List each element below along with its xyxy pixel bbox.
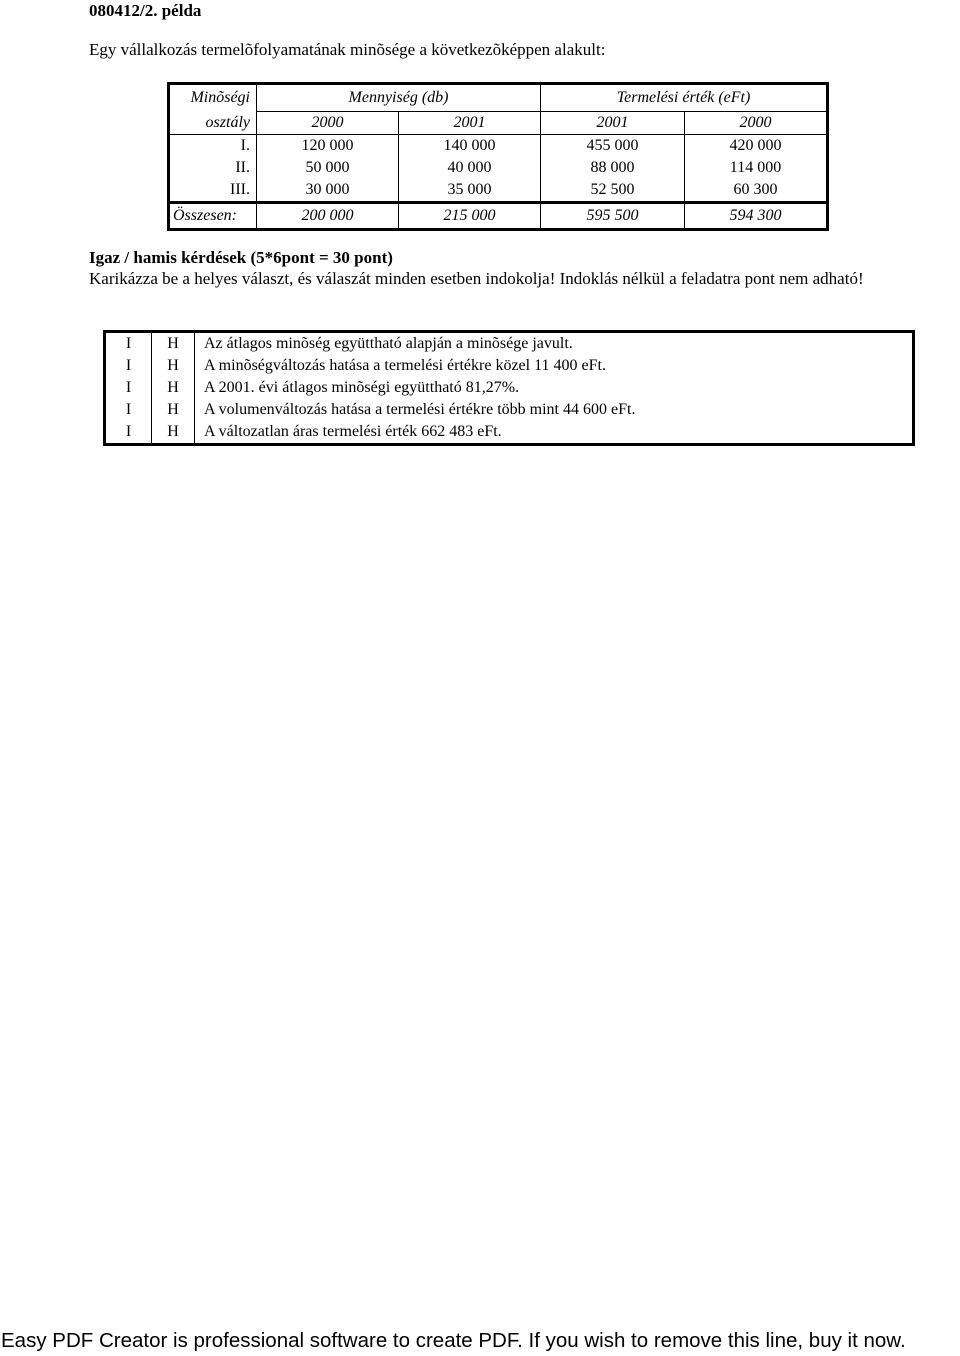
year-cell: 2001 xyxy=(398,111,540,134)
table-years-row xyxy=(170,111,826,134)
table-cell: 114 000 xyxy=(684,157,826,179)
question-row xyxy=(106,377,912,399)
total-cell: 215 000 xyxy=(398,201,540,228)
false-option[interactable]: H xyxy=(152,377,195,399)
row-label: III. xyxy=(230,181,250,198)
question-row xyxy=(106,333,912,355)
question-statement: A változatlan áras termelési érték 662 483 eFt. xyxy=(204,423,502,440)
table-total-row xyxy=(170,201,826,228)
question-statement: A volumenváltozás hatása a termelési értékre több mint 44 600 eFt. xyxy=(204,401,636,418)
instructions-text: Karikázza be a helyes választ, és válaszát minden esetben indokolja! Indoklás nélkül a feladatra pont nem adható! xyxy=(89,269,864,288)
false-option[interactable]: H xyxy=(152,399,195,421)
false-option[interactable]: H xyxy=(152,333,195,355)
row-label: II. xyxy=(235,159,250,176)
question-statement: A minõségváltozás hatása a termelési értékre közel 11 400 eFt. xyxy=(204,357,606,374)
question-row xyxy=(106,421,912,443)
table-cell: 60 300 xyxy=(684,179,826,201)
table-cell: 40 000 xyxy=(398,157,540,179)
false-option[interactable]: H xyxy=(152,421,195,443)
intro-text: Egy vállalkozás termelõfolyamatának minõsége a következõképpen alakult: xyxy=(89,40,606,59)
table-cell: 30 000 xyxy=(256,179,398,201)
question-statement: A 2001. évi átlagos minõségi együttható 81,27%. xyxy=(204,379,520,396)
table-row xyxy=(170,134,826,157)
pdf-creator-footer: Easy PDF Creator is professional software to create PDF. If you wish to remove this line, buy it now. xyxy=(1,1329,906,1352)
total-cell: 595 500 xyxy=(540,201,684,228)
true-option[interactable]: I xyxy=(106,355,152,377)
table-header-row xyxy=(170,85,826,111)
table-cell: 35 000 xyxy=(398,179,540,201)
year-cell: 2000 xyxy=(684,111,826,134)
table-cell: 88 000 xyxy=(540,157,684,179)
questions-heading: Igaz / hamis kérdések (5*6pont = 30 pont) xyxy=(89,248,393,267)
question-statement: Az átlagos minõség együttható alapján a minõsége javult. xyxy=(204,335,573,352)
true-false-table xyxy=(103,330,915,446)
true-option[interactable]: I xyxy=(106,399,152,421)
total-cell: 200 000 xyxy=(256,201,398,228)
question-row xyxy=(106,399,912,421)
year-cell: 2001 xyxy=(540,111,684,134)
table-cell: 420 000 xyxy=(684,134,826,157)
table-cell: 50 000 xyxy=(256,157,398,179)
header-value: Termelési érték (eFt) xyxy=(540,85,826,111)
true-option[interactable]: I xyxy=(106,421,152,443)
table-cell: 455 000 xyxy=(540,134,684,157)
header-quantity: Mennyiség (db) xyxy=(256,85,540,111)
table-row xyxy=(170,157,826,179)
table-cell: 52 500 xyxy=(540,179,684,201)
table-cell: 120 000 xyxy=(256,134,398,157)
quality-data-table xyxy=(167,82,829,231)
header-class-label-2: osztály xyxy=(205,113,250,131)
table-row xyxy=(170,179,826,201)
question-row xyxy=(106,355,912,377)
year-cell: 2000 xyxy=(256,111,398,134)
total-cell: 594 300 xyxy=(684,201,826,228)
row-label: I. xyxy=(170,134,256,157)
page-title: 080412/2. példa xyxy=(89,1,202,20)
total-label: Összesen: xyxy=(170,201,256,228)
true-option[interactable]: I xyxy=(106,333,152,355)
header-class-label: Minõségi xyxy=(190,89,250,106)
table-cell: 140 000 xyxy=(398,134,540,157)
true-option[interactable]: I xyxy=(106,377,152,399)
false-option[interactable]: H xyxy=(152,355,195,377)
